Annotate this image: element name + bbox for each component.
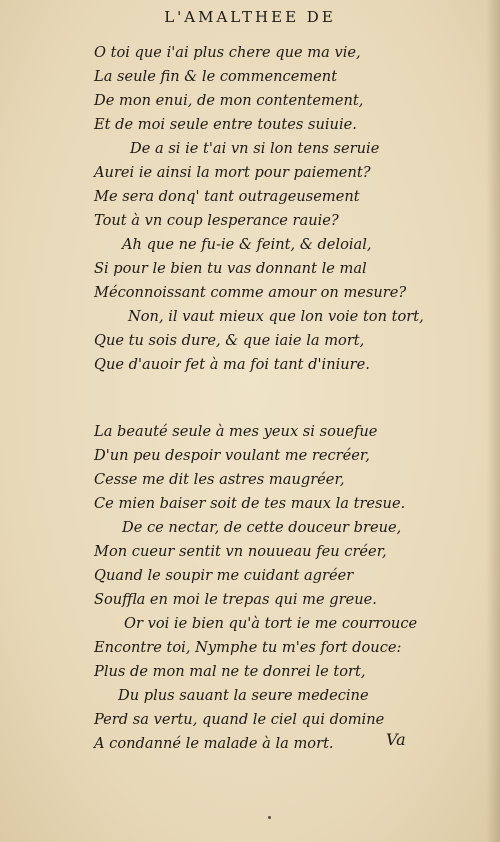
sonnet-2-line-13: Perd sa vertu, quand le ciel qui domine [94,711,385,728]
sonnet-1-line-3: De mon enui, de mon contentement, [94,92,364,109]
sonnet-1-line-12: Non, il vaut mieux que lon voie ton tort, [128,308,424,325]
catchword: Va [386,730,406,749]
sonnet-2-line-8: Souffla en moi le trepas qui me greue. [94,591,377,608]
sonnet-2-line-11: Plus de mon mal ne te donrei le tort, [94,663,366,680]
sonnet-2-line-14: A condanné le malade à la mort. [94,735,334,752]
sonnet-1-line-6: Aurei ie ainsi la mort pour paiement? [94,164,371,181]
sonnet-2-line-3: Cesse me dit les astres maugréer, [94,471,345,488]
sonnet-2-line-1: La beauté seule à mes yeux si souefue [94,423,378,440]
sonnet-2-line-12: Du plus sauant la seure medecine [118,687,369,704]
sonnet-2-line-2: D'un peu despoir voulant me recréer, [94,447,370,464]
sonnet-2-line-7: Quand le soupir me cuidant agréer [94,567,354,584]
sonnet-2-line-9: Or voi ie bien qu'à tort ie me courrouce [124,615,418,632]
running-head: L'AMALTHEE DE [164,8,336,26]
sonnet-1-line-10: Si pour le bien tu vas donnant le mal [94,260,367,277]
page-edge-shadow [486,0,500,842]
sonnet-1-line-9: Ah que ne fu-ie & feint, & deloial, [122,236,372,253]
sonnet-1-line-4: Et de moi seule entre toutes suiuie. [94,116,357,133]
sonnet-1-line-14: Que d'auoir fet à ma foi tant d'iniure. [94,356,370,373]
sonnet-1-line-5: De a si ie t'ai vn si lon tens seruie [130,140,380,157]
sonnet-2-line-5: De ce nectar, de cette douceur breue, [122,519,402,536]
sonnet-1-line-8: Tout à vn coup lesperance rauie? [94,212,339,229]
sonnet-1-line-1: O toi que i'ai plus chere que ma vie, [94,44,361,61]
sonnet-1-line-2: La seule fin & le commencement [94,68,338,85]
sonnet-1-line-11: Méconnoissant comme amour on mesure? [94,284,407,301]
sonnet-2-line-10: Encontre toi, Nymphe tu m'es fort douce: [94,639,402,656]
signature-dot [268,816,271,819]
sonnet-2-line-4: Ce mien baiser soit de tes maux la tresue. [94,495,406,512]
sonnet-1-line-7: Me sera donq' tant outrageusement [94,188,360,205]
sonnet-2-line-6: Mon cueur sentit vn nouueau feu créer, [94,543,387,560]
sonnet-1-line-13: Que tu sois dure, & que iaie la mort, [94,332,365,349]
